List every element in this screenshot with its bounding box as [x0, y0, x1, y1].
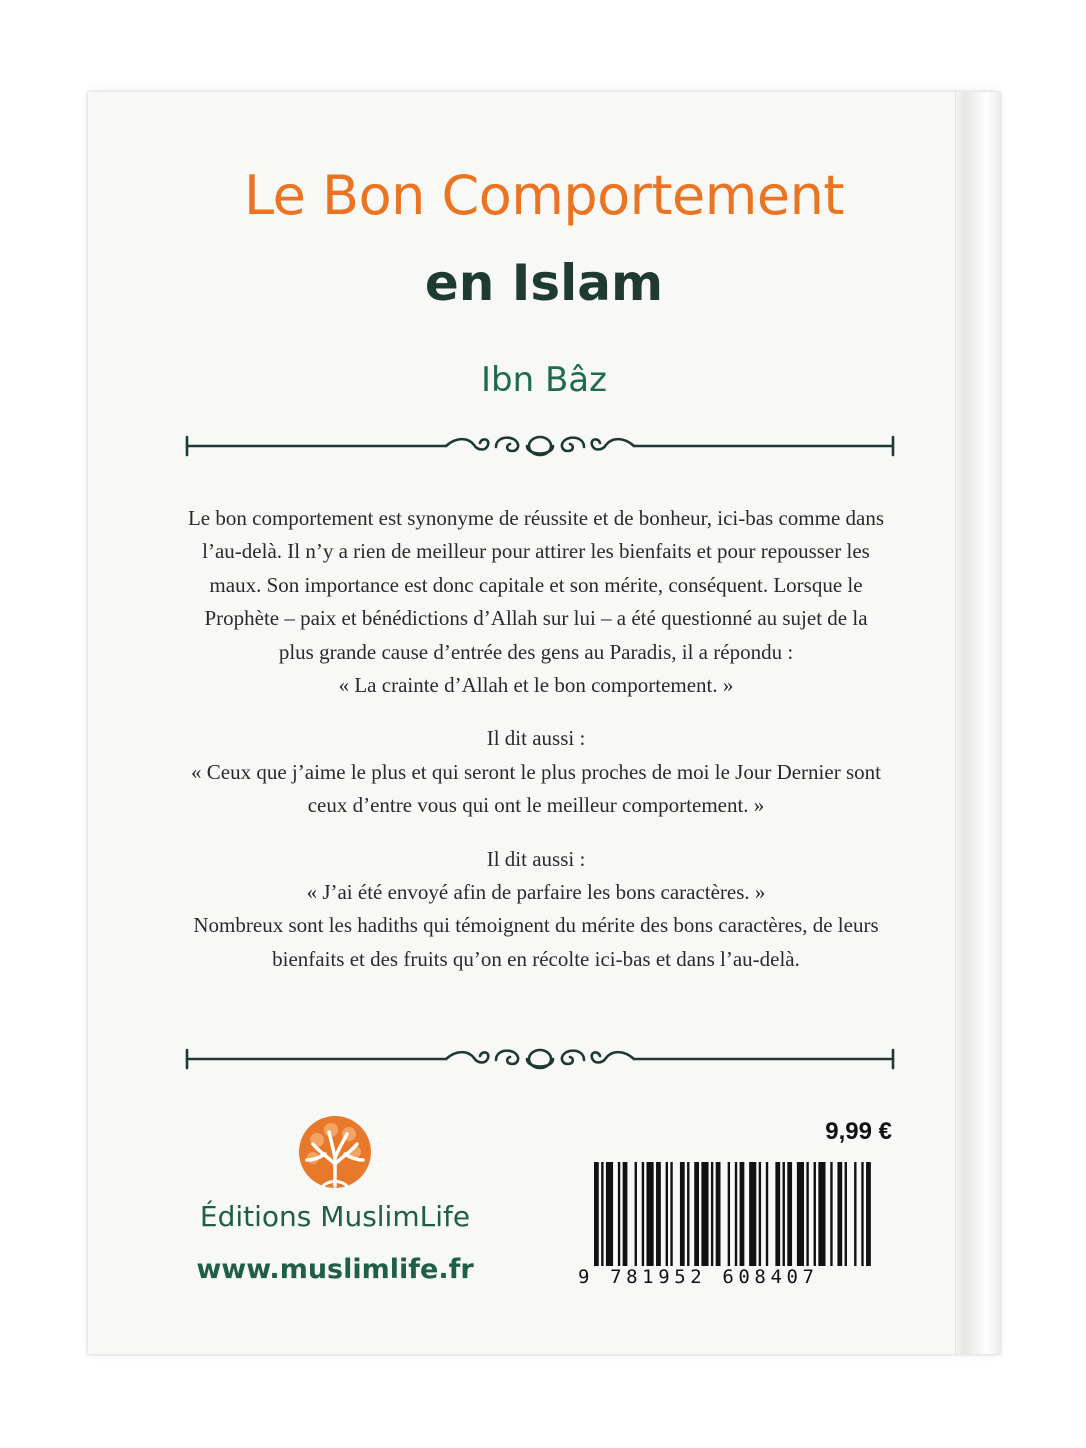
- barcode-bar: [623, 1162, 628, 1266]
- barcode-bar: [647, 1162, 654, 1266]
- barcode-bar: [735, 1162, 737, 1266]
- barcode-bar: [797, 1162, 804, 1266]
- barcode: [594, 1162, 878, 1266]
- barcode-bar: [854, 1162, 856, 1266]
- barcode-bar: [775, 1162, 780, 1266]
- barcode-bar: [701, 1162, 708, 1266]
- barcode-bar: [787, 1162, 792, 1266]
- blurb-quote-2: « Ceux que j’aime le plus et qui seront le plus proches de moi le Jour Dernier sont ceux d’entre vous qui ont le meilleur comportement. »: [191, 759, 881, 818]
- book-author: Ibn Bâz: [481, 360, 607, 400]
- barcode-bar: [783, 1162, 785, 1266]
- blurb-intro-3: Il dit aussi :: [486, 846, 586, 871]
- barcode-bar: [670, 1162, 672, 1266]
- back-cover-blurb: [186, 502, 886, 976]
- book-title-line1: Le Bon Comportement: [244, 164, 844, 227]
- barcode-bar: [861, 1162, 863, 1266]
- blurb-quote-3: « J’ai été envoyé afin de parfaire les bons caractères. »: [306, 880, 766, 905]
- barcode-bar: [830, 1162, 832, 1266]
- publisher-website: www.muslimlife.fr: [196, 1254, 474, 1285]
- barcode-bar: [606, 1162, 613, 1266]
- barcode-bar: [635, 1162, 637, 1266]
- barcode-bar: [656, 1162, 661, 1266]
- barcode-bar: [716, 1162, 721, 1266]
- flourish-divider-top: [184, 431, 896, 461]
- book-title-line2: en Islam: [424, 254, 664, 312]
- blurb-intro-2: Il dit aussi :: [486, 726, 586, 751]
- barcode-bar: [642, 1162, 644, 1266]
- barcode-bar: [728, 1162, 730, 1266]
- blurb-paragraph-1: Le bon comportement est synonyme de réussite et de bonheur, ici-bas comme dans l’au-delà. Il n’y a rien de meilleur pour attirer les bienfaits et pour repousser les maux. Son importance est donc capitale et son mérite, conséquent. Lorsque le Prophète – paix et bénédictions d’Allah sur lui – a été questionné au sujet de la plus grande cause d’entrée des gens au Paradis, il a répondu :: [187, 506, 885, 664]
- barcode-bar: [687, 1162, 689, 1266]
- barcode-bar: [806, 1162, 808, 1266]
- blurb-quote-1: « La crainte d’Allah et le bon comportement. »: [338, 673, 734, 698]
- barcode-bar: [594, 1162, 599, 1266]
- book-price: 9,99 €: [825, 1118, 892, 1145]
- barcode-bar: [749, 1162, 756, 1266]
- barcode-bar: [666, 1162, 668, 1266]
- barcode-bar: [814, 1162, 816, 1266]
- tree-icon: [295, 1114, 375, 1194]
- flourish-divider-bottom: [184, 1044, 896, 1074]
- barcode-bar: [680, 1162, 685, 1266]
- barcode-bar: [818, 1162, 825, 1266]
- barcode-bar: [766, 1162, 768, 1266]
- isbn-digits: 9 781952 608407: [578, 1266, 819, 1288]
- publisher-name: Éditions MuslimLife: [199, 1200, 471, 1233]
- barcode-bar: [866, 1162, 871, 1266]
- barcode-bar: [711, 1162, 713, 1266]
- barcode-bar: [759, 1162, 761, 1266]
- barcode-bar: [845, 1162, 847, 1266]
- barcode-bar: [694, 1162, 699, 1266]
- barcode-bar: [601, 1162, 603, 1266]
- barcode-bar: [618, 1162, 620, 1266]
- blurb-closing: Nombreux sont les hadiths qui témoignent du mérite des bons caractères, de leurs bienfaits et des fruits qu’on en récolte ici-bas et dans l’au-delà.: [193, 913, 879, 971]
- book-back-cover: [88, 92, 1000, 1354]
- barcode-bar: [837, 1162, 842, 1266]
- barcode-bar: [740, 1162, 745, 1266]
